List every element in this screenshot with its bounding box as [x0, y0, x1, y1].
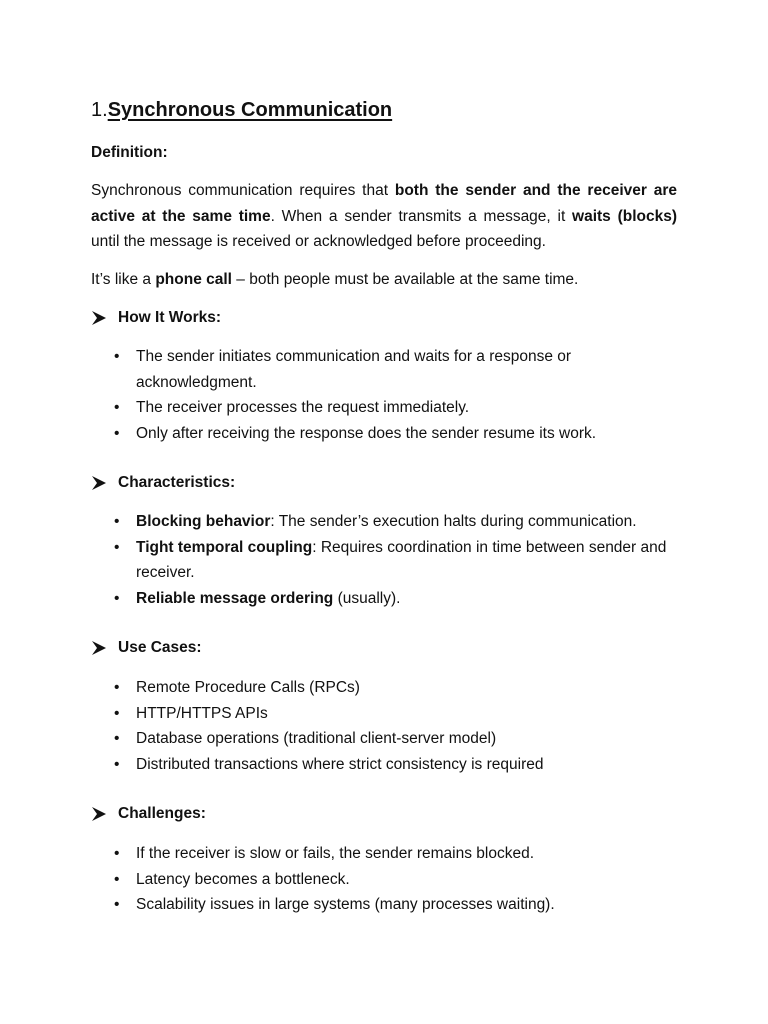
bullet-dot-icon: • [114, 870, 120, 888]
section-title: Challenges: [118, 805, 206, 822]
bullet-dot-icon: • [114, 755, 120, 773]
list-item [112, 726, 672, 752]
bullet-dot-icon: • [114, 679, 120, 696]
section-challenges [91, 805, 206, 823]
list-item [112, 701, 672, 727]
text-run: : Requires coordination in time between sender and receiver. [136, 538, 667, 581]
heading-title: Synchronous Communication [107, 99, 393, 121]
list-item [112, 395, 672, 421]
section-heading [91, 95, 677, 125]
section-title: Use Cases: [118, 639, 202, 656]
bullet-dot-icon: • [114, 538, 120, 556]
list-item [112, 421, 672, 447]
text-run: (usually). [333, 589, 401, 607]
text-run: : The sender’s execution halts during communication. [270, 513, 637, 530]
use-cases-list [112, 675, 672, 777]
text-run: Synchronous communication requires that [91, 182, 395, 199]
list-item [112, 675, 672, 701]
bold-text: both the sender and the receiver are active at the same time [91, 182, 677, 225]
challenges-list [112, 841, 672, 918]
bullet-dot-icon: • [114, 896, 120, 913]
bullet-dot-icon: • [114, 348, 120, 365]
arrow-bullet-icon [91, 806, 118, 822]
how-it-works-list [112, 344, 672, 446]
list-item [112, 586, 672, 612]
list-item [112, 344, 672, 395]
bullet-dot-icon: • [114, 424, 120, 442]
text-run: If the receiver is slow or fails, the sender remains blocked. [136, 845, 535, 862]
bold-text: Tight temporal coupling [136, 538, 313, 556]
bullet-dot-icon: • [114, 845, 120, 862]
section-title: How It Works: [118, 309, 222, 326]
bold-text: phone call [155, 271, 232, 288]
definition-paragraph [91, 178, 677, 255]
section-how-it-works [91, 309, 221, 327]
text-run: Database operations (traditional client-server model) [136, 730, 497, 747]
list-item [112, 509, 672, 535]
bullet-dot-icon: • [114, 704, 120, 722]
text-run: It’s like a [91, 271, 156, 288]
arrow-bullet-icon [91, 310, 118, 326]
text-run: Only after receiving the response does the sender resume its work. [136, 424, 597, 442]
bold-text: Reliable message ordering [136, 589, 334, 607]
text-run: HTTP/HTTPS APIs [136, 704, 268, 722]
list-item [112, 892, 672, 918]
list-item [112, 867, 672, 893]
text-run: Remote Procedure Calls (RPCs) [136, 679, 360, 696]
bullet-dot-icon: • [114, 730, 120, 747]
section-title: Characteristics: [118, 474, 236, 491]
arrow-bullet-icon [91, 640, 118, 656]
bold-text: Blocking behavior [136, 513, 271, 530]
heading-number: 1. [91, 99, 108, 121]
bullet-dot-icon: • [114, 589, 120, 607]
section-characteristics [91, 474, 235, 492]
text-run: Distributed transactions where strict consistency is required [136, 755, 544, 773]
arrow-bullet-icon [91, 475, 118, 491]
characteristics-list [112, 509, 672, 611]
text-run: . When a sender transmits a message, it [270, 207, 573, 225]
list-item [112, 535, 672, 586]
analogy-paragraph [91, 267, 677, 293]
bullet-dot-icon: • [114, 513, 120, 530]
text-run: The sender initiates communication and waits for a response or acknowledgment. [136, 348, 572, 391]
text-run: The receiver processes the request immediately. [136, 399, 470, 416]
text-run: Scalability issues in large systems (many processes waiting). [136, 896, 555, 913]
list-item [112, 752, 672, 778]
text-run: Latency becomes a bottleneck. [136, 870, 350, 888]
definition-label: Definition: [91, 144, 168, 161]
bullet-dot-icon: • [114, 399, 120, 416]
list-item [112, 841, 672, 867]
section-use-cases [91, 639, 202, 657]
bold-text: waits (blocks) [572, 207, 677, 225]
text-run: until the message is received or acknowledged before proceeding. [91, 233, 546, 250]
text-run: – both people must be available at the same time. [231, 271, 579, 288]
